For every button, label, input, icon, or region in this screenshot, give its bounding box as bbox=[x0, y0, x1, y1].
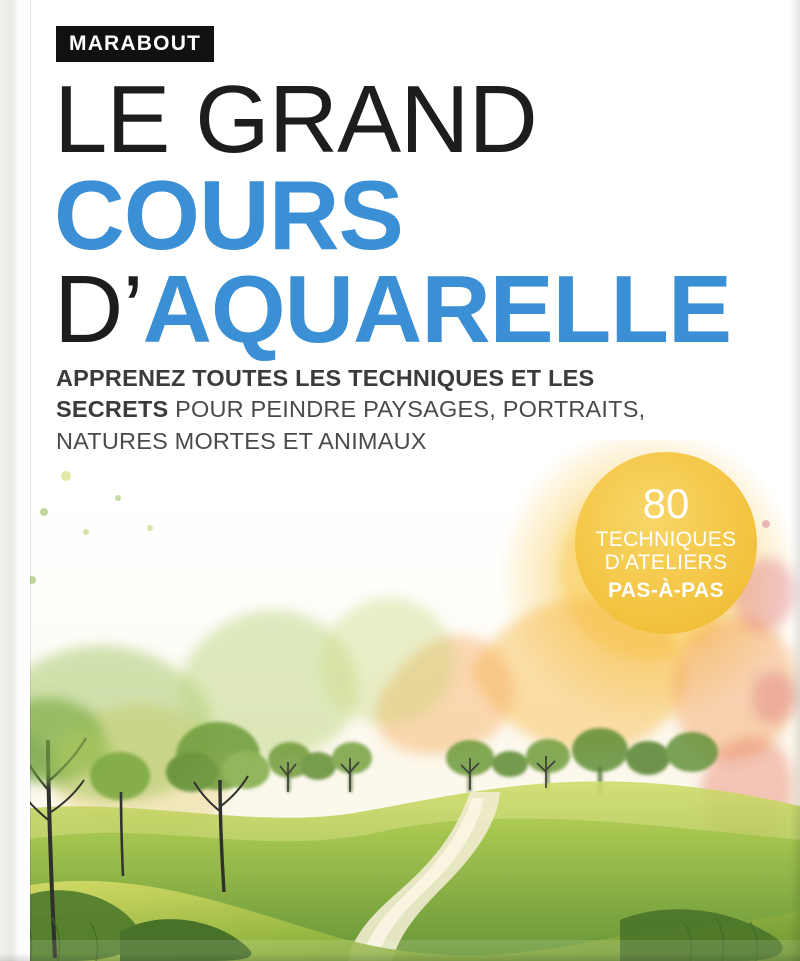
badge-line-2: D’ATELIERS bbox=[604, 551, 728, 574]
subtitle-rest: POUR PEINDRE PAYSAGES, PORTRAITS, NATURES MORTES ET ANIMAUX bbox=[56, 396, 646, 454]
title-line-1: LE GRAND bbox=[54, 66, 537, 173]
book-spine-line bbox=[30, 0, 31, 961]
title-line-3 bbox=[54, 256, 774, 364]
badge-line-1: TECHNIQUES bbox=[595, 528, 737, 552]
title-line-3-prefix: D’ bbox=[54, 256, 143, 364]
cover-subtitle bbox=[56, 363, 676, 457]
title-line-3-accent: AQUARELLE bbox=[142, 256, 731, 364]
badge-number: 80 bbox=[642, 480, 690, 528]
subtitle-strong: APPRENEZ TOUTES LES TECHNIQUES ET LES SECRETS bbox=[56, 365, 595, 423]
title-line-2: COURS bbox=[54, 160, 403, 271]
cover-title-block bbox=[54, 66, 774, 364]
publisher-logo: MARABOUT bbox=[56, 26, 214, 62]
badge-line-3: PAS-À-PAS bbox=[608, 578, 724, 602]
techniques-badge bbox=[575, 452, 757, 634]
